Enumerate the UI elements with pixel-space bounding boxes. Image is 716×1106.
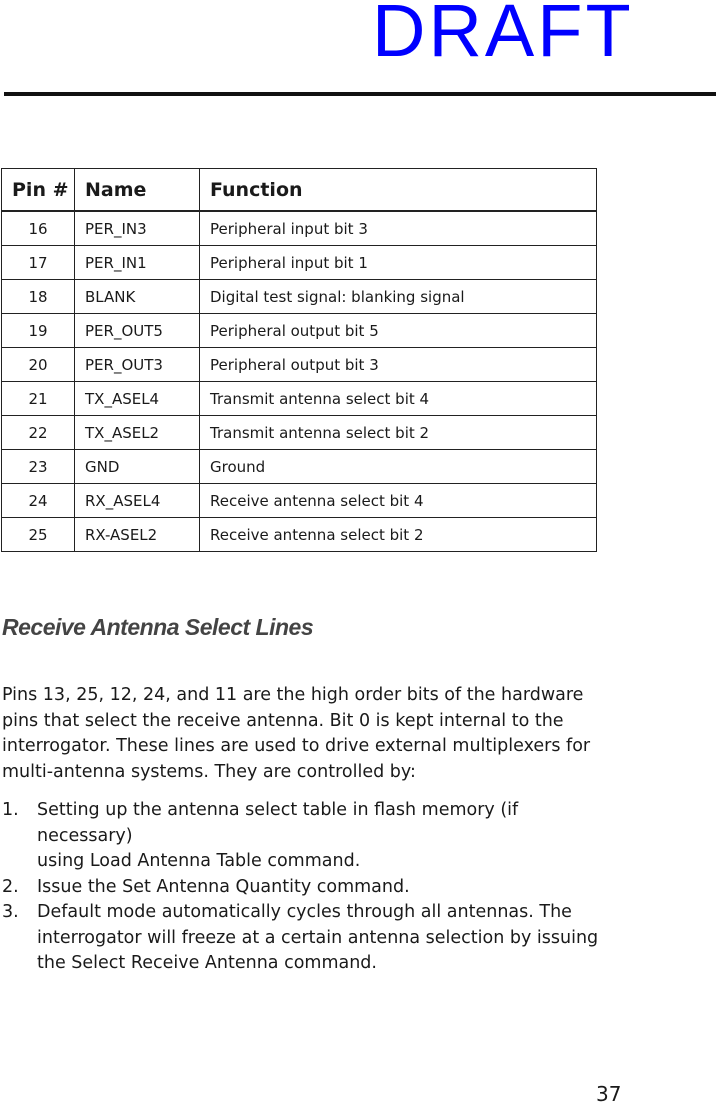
step-line: Issue the Set Antenna Quantity command.	[37, 876, 410, 897]
name-cell: PER_OUT5	[75, 314, 200, 348]
step-line: Default mode automatically cycles through all antennas. The	[37, 902, 572, 922]
function-cell: Peripheral output bit 5	[200, 314, 597, 348]
draft-watermark: DRAFT	[372, 0, 634, 72]
pin-table	[1, 168, 597, 552]
table-row	[2, 211, 597, 246]
list-item	[2, 798, 602, 875]
name-cell: TX_ASEL2	[75, 416, 200, 450]
function-cell: Peripheral output bit 3	[200, 348, 597, 382]
table-row	[2, 382, 597, 416]
table-row	[2, 348, 597, 382]
function-cell: Transmit antenna select bit 4	[200, 382, 597, 416]
step-line: Setting up the antenna select table in flash memory (if necessary)	[37, 800, 519, 846]
name-cell: PER_OUT3	[75, 348, 200, 382]
function-cell: Receive antenna select bit 2	[200, 518, 597, 552]
table-row	[2, 450, 597, 484]
name-cell: PER_IN1	[75, 246, 200, 280]
name-cell: BLANK	[75, 280, 200, 314]
header-rule	[4, 92, 716, 96]
paragraph-line: interrogator. These lines are used to drive external multiplexers for	[2, 736, 591, 756]
step-number: 3.	[2, 902, 19, 922]
paragraph-line: Pins 13, 25, 12, 24, and 11 are the high order bits of the hardware	[2, 685, 584, 705]
table-row	[2, 246, 597, 280]
steps-list	[2, 798, 602, 977]
table-row	[2, 518, 597, 552]
step-line: interrogator will freeze at a certain antenna selection by issuing	[37, 927, 599, 948]
name-cell: RX_ASEL4	[75, 484, 200, 518]
pin-cell: 24	[2, 484, 75, 518]
pin-cell: 20	[2, 348, 75, 382]
table-row	[2, 314, 597, 348]
pin-cell: 18	[2, 280, 75, 314]
name-cell: RX-ASEL2	[75, 518, 200, 552]
pin-cell: 16	[2, 211, 75, 246]
header-pin: Pin #	[2, 169, 75, 212]
function-cell: Peripheral input bit 3	[200, 211, 597, 246]
function-cell: Ground	[200, 450, 597, 484]
pin-cell: 25	[2, 518, 75, 552]
function-cell: Transmit antenna select bit 2	[200, 416, 597, 450]
header-name: Name	[75, 169, 200, 212]
table-header-row	[2, 169, 597, 212]
table-row	[2, 280, 597, 314]
step-line: the Select Receive Antenna command.	[37, 953, 377, 973]
step-line: using Load Antenna Table command.	[37, 851, 361, 871]
name-cell: PER_IN3	[75, 211, 200, 246]
function-cell: Digital test signal: blanking signal	[200, 280, 597, 314]
section-heading: Receive Antenna Select Lines	[2, 614, 314, 640]
pin-cell: 19	[2, 314, 75, 348]
pin-cell: 17	[2, 246, 75, 280]
table-row	[2, 484, 597, 518]
paragraph-line: pins that select the receive antenna. Bit 0 is kept internal to the	[2, 710, 564, 731]
name-cell: GND	[75, 450, 200, 484]
pin-cell: 21	[2, 382, 75, 416]
pin-cell: 22	[2, 416, 75, 450]
function-cell: Peripheral input bit 1	[200, 246, 597, 280]
step-number: 1.	[2, 800, 19, 820]
list-item	[2, 900, 602, 977]
paragraph-line: multi-antenna systems. They are controlled by:	[2, 761, 416, 782]
table-row	[2, 416, 597, 450]
paragraph	[2, 683, 602, 785]
step-number: 2.	[2, 876, 19, 897]
page-number: 37	[596, 1082, 622, 1106]
name-cell: TX_ASEL4	[75, 382, 200, 416]
section-body	[2, 683, 602, 977]
list-item	[2, 875, 602, 901]
pin-cell: 23	[2, 450, 75, 484]
header-function: Function	[200, 169, 597, 212]
function-cell: Receive antenna select bit 4	[200, 484, 597, 518]
